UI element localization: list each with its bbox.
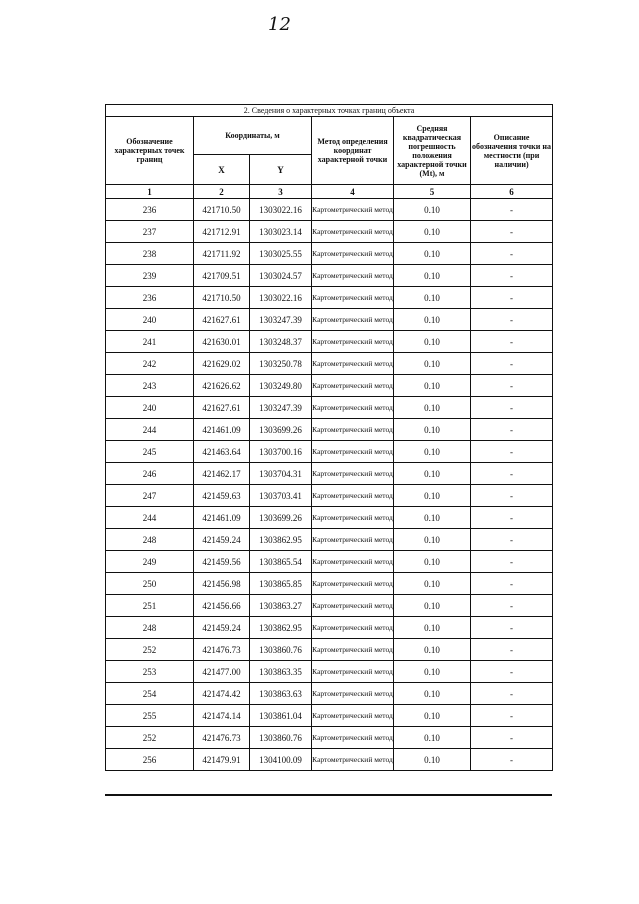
- error-cell: 0.10: [394, 573, 471, 595]
- description-cell: -: [471, 639, 553, 661]
- y-cell: 1303862.95: [250, 529, 312, 551]
- y-cell: 1303023.14: [250, 221, 312, 243]
- method-cell: Картометрический метод: [312, 441, 394, 463]
- method-cell: Картометрический метод: [312, 485, 394, 507]
- x-cell: 421463.64: [194, 441, 250, 463]
- table-row: [106, 485, 553, 507]
- y-cell: 1303024.57: [250, 265, 312, 287]
- method-cell: Картометрический метод: [312, 727, 394, 749]
- header-error: Средняя квадратическая погрешность положения характерной точки (Mt), м: [394, 117, 471, 185]
- description-cell: -: [471, 485, 553, 507]
- error-cell: 0.10: [394, 639, 471, 661]
- x-cell: 421459.63: [194, 485, 250, 507]
- x-cell: 421629.02: [194, 353, 250, 375]
- x-cell: 421710.50: [194, 287, 250, 309]
- point-cell: 256: [106, 749, 194, 771]
- point-cell: 251: [106, 595, 194, 617]
- header-y: Y: [250, 155, 312, 185]
- description-cell: -: [471, 661, 553, 683]
- error-cell: 0.10: [394, 243, 471, 265]
- description-cell: -: [471, 265, 553, 287]
- table-row: [106, 199, 553, 221]
- point-cell: 249: [106, 551, 194, 573]
- point-cell: 248: [106, 617, 194, 639]
- y-cell: 1304100.09: [250, 749, 312, 771]
- page-number: 12: [268, 14, 291, 35]
- x-cell: 421626.62: [194, 375, 250, 397]
- table-row: [106, 727, 553, 749]
- x-cell: 421462.17: [194, 463, 250, 485]
- description-cell: -: [471, 463, 553, 485]
- y-cell: 1303863.63: [250, 683, 312, 705]
- x-cell: 421456.66: [194, 595, 250, 617]
- method-cell: Картометрический метод: [312, 639, 394, 661]
- point-cell: 245: [106, 441, 194, 463]
- error-cell: 0.10: [394, 705, 471, 727]
- y-cell: 1303700.16: [250, 441, 312, 463]
- point-cell: 243: [106, 375, 194, 397]
- x-cell: 421459.24: [194, 529, 250, 551]
- error-cell: 0.10: [394, 353, 471, 375]
- table-row: [106, 353, 553, 375]
- y-cell: 1303863.27: [250, 595, 312, 617]
- y-cell: 1303861.04: [250, 705, 312, 727]
- description-cell: -: [471, 375, 553, 397]
- y-cell: 1303249.80: [250, 375, 312, 397]
- error-cell: 0.10: [394, 375, 471, 397]
- x-cell: 421627.61: [194, 309, 250, 331]
- point-cell: 254: [106, 683, 194, 705]
- table-row: [106, 705, 553, 727]
- table-row: [106, 221, 553, 243]
- method-cell: Картометрический метод: [312, 661, 394, 683]
- description-cell: -: [471, 529, 553, 551]
- table-row: [106, 397, 553, 419]
- point-cell: 240: [106, 397, 194, 419]
- error-cell: 0.10: [394, 309, 471, 331]
- y-cell: 1303860.76: [250, 727, 312, 749]
- table-row: [106, 375, 553, 397]
- method-cell: Картометрический метод: [312, 397, 394, 419]
- x-cell: 421476.73: [194, 727, 250, 749]
- point-cell: 244: [106, 419, 194, 441]
- y-cell: 1303022.16: [250, 287, 312, 309]
- description-cell: -: [471, 309, 553, 331]
- description-cell: -: [471, 705, 553, 727]
- description-cell: -: [471, 221, 553, 243]
- table-row: [106, 683, 553, 705]
- method-cell: Картометрический метод: [312, 221, 394, 243]
- x-cell: 421711.92: [194, 243, 250, 265]
- error-cell: 0.10: [394, 441, 471, 463]
- table-row: [106, 529, 553, 551]
- description-cell: -: [471, 199, 553, 221]
- method-cell: Картометрический метод: [312, 375, 394, 397]
- table-body: [106, 199, 553, 771]
- y-cell: 1303703.41: [250, 485, 312, 507]
- table-row: [106, 661, 553, 683]
- method-cell: Картометрический метод: [312, 353, 394, 375]
- error-cell: 0.10: [394, 463, 471, 485]
- method-cell: Картометрический метод: [312, 309, 394, 331]
- method-cell: Картометрический метод: [312, 199, 394, 221]
- x-cell: 421477.00: [194, 661, 250, 683]
- description-cell: -: [471, 595, 553, 617]
- description-cell: -: [471, 617, 553, 639]
- error-cell: 0.10: [394, 551, 471, 573]
- y-cell: 1303865.54: [250, 551, 312, 573]
- column-number: 3: [250, 185, 312, 199]
- x-cell: 421474.14: [194, 705, 250, 727]
- description-cell: -: [471, 507, 553, 529]
- point-cell: 242: [106, 353, 194, 375]
- table-row: [106, 551, 553, 573]
- description-cell: -: [471, 419, 553, 441]
- point-cell: 240: [106, 309, 194, 331]
- y-cell: 1303863.35: [250, 661, 312, 683]
- method-cell: Картометрический метод: [312, 529, 394, 551]
- method-cell: Картометрический метод: [312, 463, 394, 485]
- y-cell: 1303699.26: [250, 419, 312, 441]
- header-method: Метод определения координат характерной точки: [312, 117, 394, 185]
- table-row: [106, 309, 553, 331]
- method-cell: Картометрический метод: [312, 705, 394, 727]
- point-cell: 250: [106, 573, 194, 595]
- point-cell: 238: [106, 243, 194, 265]
- column-number: 6: [471, 185, 553, 199]
- column-number: 2: [194, 185, 250, 199]
- point-cell: 255: [106, 705, 194, 727]
- error-cell: 0.10: [394, 727, 471, 749]
- description-cell: -: [471, 243, 553, 265]
- method-cell: Картометрический метод: [312, 595, 394, 617]
- method-cell: Картометрический метод: [312, 507, 394, 529]
- error-cell: 0.10: [394, 507, 471, 529]
- y-cell: 1303022.16: [250, 199, 312, 221]
- column-number: 5: [394, 185, 471, 199]
- section-title: 2. Сведения о характерных точках границ объекта: [106, 105, 553, 117]
- method-cell: Картометрический метод: [312, 265, 394, 287]
- y-cell: 1303250.78: [250, 353, 312, 375]
- x-cell: 421630.01: [194, 331, 250, 353]
- error-cell: 0.10: [394, 199, 471, 221]
- description-cell: -: [471, 551, 553, 573]
- description-cell: -: [471, 573, 553, 595]
- error-cell: 0.10: [394, 397, 471, 419]
- boundary-points-table: [105, 104, 553, 771]
- point-cell: 241: [106, 331, 194, 353]
- method-cell: Картометрический метод: [312, 749, 394, 771]
- point-cell: 252: [106, 727, 194, 749]
- error-cell: 0.10: [394, 265, 471, 287]
- y-cell: 1303247.39: [250, 397, 312, 419]
- description-cell: -: [471, 397, 553, 419]
- table-row: [106, 507, 553, 529]
- x-cell: 421461.09: [194, 419, 250, 441]
- table-row: [106, 749, 553, 771]
- table-row: [106, 287, 553, 309]
- point-cell: 248: [106, 529, 194, 551]
- table-row: [106, 617, 553, 639]
- x-cell: 421627.61: [194, 397, 250, 419]
- y-cell: 1303704.31: [250, 463, 312, 485]
- description-cell: -: [471, 353, 553, 375]
- table-row: [106, 595, 553, 617]
- table-row: [106, 441, 553, 463]
- x-cell: 421709.51: [194, 265, 250, 287]
- error-cell: 0.10: [394, 221, 471, 243]
- x-cell: 421476.73: [194, 639, 250, 661]
- y-cell: 1303247.39: [250, 309, 312, 331]
- method-cell: Картометрический метод: [312, 683, 394, 705]
- error-cell: 0.10: [394, 287, 471, 309]
- table-row: [106, 573, 553, 595]
- table-row: [106, 243, 553, 265]
- method-cell: Картометрический метод: [312, 331, 394, 353]
- description-cell: -: [471, 727, 553, 749]
- description-cell: -: [471, 749, 553, 771]
- x-cell: 421459.24: [194, 617, 250, 639]
- header-description: Описание обозначения точки на местности (при наличии): [471, 117, 553, 185]
- error-cell: 0.10: [394, 419, 471, 441]
- error-cell: 0.10: [394, 595, 471, 617]
- x-cell: 421461.09: [194, 507, 250, 529]
- error-cell: 0.10: [394, 529, 471, 551]
- table-row: [106, 463, 553, 485]
- y-cell: 1303699.26: [250, 507, 312, 529]
- x-cell: 421456.98: [194, 573, 250, 595]
- error-cell: 0.10: [394, 331, 471, 353]
- y-cell: 1303248.37: [250, 331, 312, 353]
- header-coordinates: Координаты, м: [194, 117, 312, 155]
- method-cell: Картометрический метод: [312, 551, 394, 573]
- error-cell: 0.10: [394, 749, 471, 771]
- error-cell: 0.10: [394, 485, 471, 507]
- x-cell: 421459.56: [194, 551, 250, 573]
- point-cell: 247: [106, 485, 194, 507]
- method-cell: Картометрический метод: [312, 617, 394, 639]
- x-cell: 421710.50: [194, 199, 250, 221]
- y-cell: 1303862.95: [250, 617, 312, 639]
- header-point: Обозначение характерных точек границ: [106, 117, 194, 185]
- point-cell: 239: [106, 265, 194, 287]
- column-number: 4: [312, 185, 394, 199]
- point-cell: 236: [106, 199, 194, 221]
- description-cell: -: [471, 287, 553, 309]
- error-cell: 0.10: [394, 661, 471, 683]
- description-cell: -: [471, 331, 553, 353]
- point-cell: 237: [106, 221, 194, 243]
- point-cell: 253: [106, 661, 194, 683]
- error-cell: 0.10: [394, 683, 471, 705]
- y-cell: 1303860.76: [250, 639, 312, 661]
- table-row: [106, 639, 553, 661]
- header-x: X: [194, 155, 250, 185]
- x-cell: 421479.91: [194, 749, 250, 771]
- table-row: [106, 331, 553, 353]
- point-cell: 252: [106, 639, 194, 661]
- error-cell: 0.10: [394, 617, 471, 639]
- bottom-rule: [105, 794, 552, 796]
- point-cell: 236: [106, 287, 194, 309]
- y-cell: 1303865.85: [250, 573, 312, 595]
- x-cell: 421712.91: [194, 221, 250, 243]
- method-cell: Картометрический метод: [312, 243, 394, 265]
- description-cell: -: [471, 441, 553, 463]
- point-cell: 246: [106, 463, 194, 485]
- description-cell: -: [471, 683, 553, 705]
- table-row: [106, 419, 553, 441]
- method-cell: Картометрический метод: [312, 287, 394, 309]
- method-cell: Картометрический метод: [312, 419, 394, 441]
- method-cell: Картометрический метод: [312, 573, 394, 595]
- y-cell: 1303025.55: [250, 243, 312, 265]
- table-row: [106, 265, 553, 287]
- column-number: 1: [106, 185, 194, 199]
- point-cell: 244: [106, 507, 194, 529]
- x-cell: 421474.42: [194, 683, 250, 705]
